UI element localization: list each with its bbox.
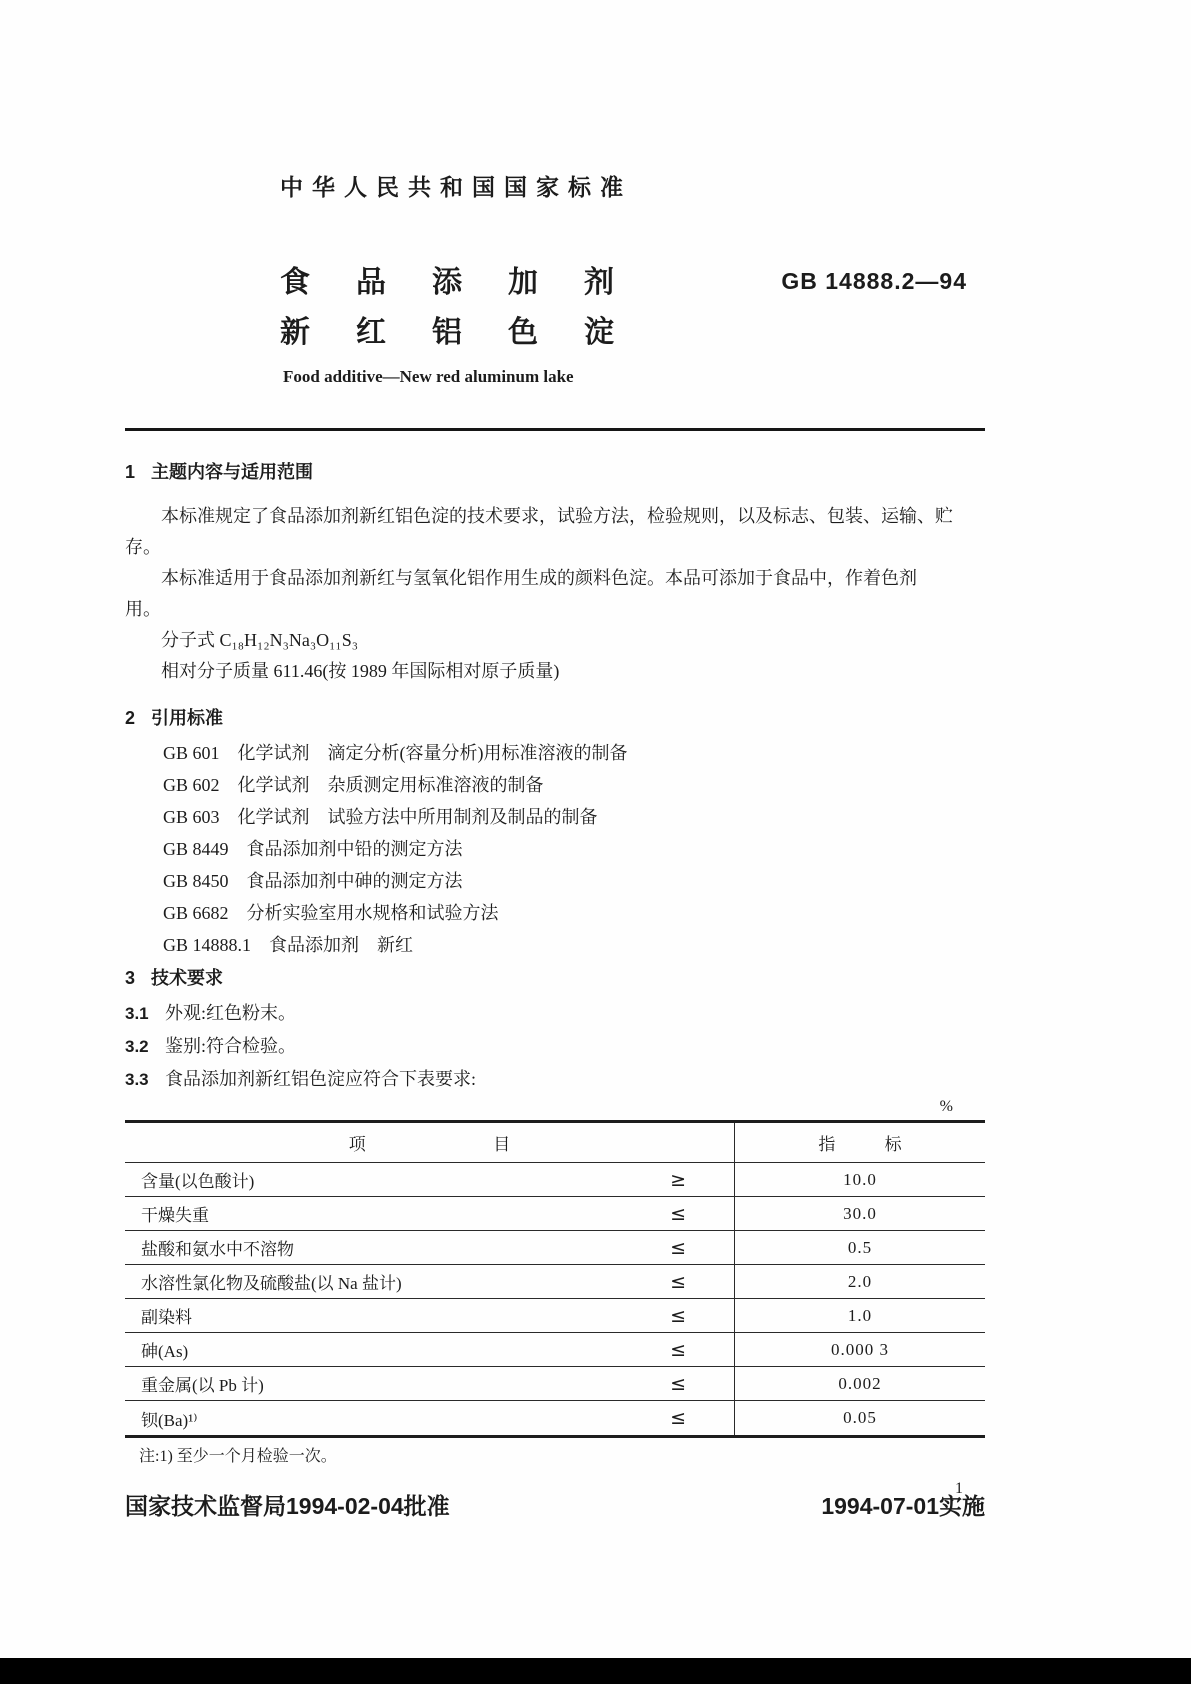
table-row: [125, 1163, 985, 1197]
comparison-symbol: ≤: [670, 1236, 686, 1259]
clause-3-3: [125, 1063, 985, 1096]
scan-edge-bar: [0, 1658, 1191, 1684]
header-divider-rule: [125, 428, 985, 431]
section-3-number: 3: [125, 968, 136, 988]
table-row: [125, 1401, 985, 1435]
clause-number: 3.2: [125, 1037, 149, 1056]
reference-item: GB 602 化学试剂 杂质测定用标准溶液的制备: [163, 775, 544, 795]
clause-number: 3.3: [125, 1070, 149, 1089]
table-footnote: 注:1) 至少一个月检验一次。: [139, 1448, 337, 1465]
row-item: 副染料: [141, 1308, 192, 1327]
row-value: 1.0: [847, 1305, 873, 1325]
molecular-formula: 分子式 C₁₈H₁₂N₃Na₃O₁₁S₃: [161, 630, 358, 650]
standard-authority-label: 中华人民共和国国家标准: [280, 174, 632, 200]
row-item: 重金属(以 Pb 计): [141, 1376, 264, 1395]
row-item: 盐酸和氨水中不溶物: [141, 1240, 294, 1259]
footer: [125, 1488, 985, 1521]
row-value: 0.05: [843, 1408, 877, 1427]
section-1-title: 主题内容与适用范围: [151, 462, 314, 482]
comparison-symbol: ≥: [670, 1168, 686, 1191]
clause-3-1: [125, 997, 985, 1030]
table-header-item: [125, 1123, 735, 1162]
molecular-weight: 相对分子质量 611.46(按 1989 年国际相对原子质量): [161, 661, 560, 681]
scope-paragraph-line3: 用。: [125, 599, 161, 619]
comparison-symbol: ≤: [670, 1202, 686, 1225]
document-titles: [280, 258, 660, 358]
reference-item: GB 603 化学试剂 试验方法中所用制剂及制品的制备: [163, 807, 598, 827]
section-1-heading: [125, 457, 985, 487]
scope-paragraph-line2: 本标准适用于食品添加剂新红与氢氧化铝作用生成的颜料色淀。本品可添加于食品中，作着色剂: [161, 568, 917, 588]
row-value: 0.5: [847, 1237, 873, 1257]
table-row: [125, 1231, 985, 1265]
implementation-date: 1994-07-01实施: [821, 1493, 985, 1519]
clause-text: 鉴别:符合检验。: [165, 1036, 297, 1056]
table-header-spec: [735, 1123, 985, 1162]
reference-item: GB 8450 食品添加剂中砷的测定方法: [163, 871, 463, 891]
scope-paragraph-line1: 本标准规定了食品添加剂新红铝色淀的技术要求，试验方法，检验规则，以及标志、包装、运输、贮存。: [125, 506, 953, 557]
section-1-number: 1: [125, 462, 136, 482]
table-row: [125, 1299, 985, 1333]
table-row: [125, 1367, 985, 1401]
comparison-symbol: ≤: [670, 1304, 686, 1327]
standard-number: GB 14888.2—94: [781, 268, 967, 294]
section-2-number: 2: [125, 708, 136, 728]
document-title-en: Food additive—New red aluminum lake: [283, 367, 574, 386]
clause-text: 食品添加剂新红铝色淀应符合下表要求:: [165, 1069, 476, 1089]
row-value: 2.0: [847, 1271, 873, 1291]
comparison-symbol: ≤: [670, 1372, 686, 1395]
table-unit-label: %: [939, 1098, 953, 1115]
reference-item: GB 601 化学试剂 滴定分析(容量分析)用标准溶液的制备: [163, 743, 628, 763]
row-item: 含量(以色酸计): [141, 1172, 255, 1191]
table-row: [125, 1265, 985, 1299]
row-item: 干燥失重: [141, 1206, 209, 1225]
row-item: 水溶性氯化物及硫酸盐(以 Na 盐计): [141, 1274, 402, 1293]
row-item: 钡(Ba)¹⁾: [141, 1410, 198, 1430]
comparison-symbol: ≤: [670, 1338, 686, 1361]
table-header-spec-label: 指标: [818, 1135, 951, 1154]
spec-table: [125, 1120, 985, 1438]
comparison-symbol: ≤: [670, 1407, 686, 1429]
reference-item: GB 6682 分析实验室用水规格和试验方法: [163, 903, 499, 923]
table-header-row: [125, 1123, 985, 1163]
clause-text: 外观:红色粉末。: [165, 1003, 297, 1023]
title-block: [125, 258, 985, 358]
section-2-title: 引用标准: [151, 708, 224, 728]
document-title-cn-line1: 食品添加剂: [280, 266, 660, 299]
row-item: 砷(As): [141, 1342, 189, 1361]
table-header-item-label: 项目: [348, 1135, 638, 1154]
document-title-cn-line2: 新红铝色淀: [280, 316, 660, 349]
section-2-heading: [125, 703, 985, 733]
section-3-title: 技术要求: [151, 968, 224, 988]
table-row: [125, 1197, 985, 1231]
reference-list: [125, 737, 985, 961]
reference-item: GB 14888.1 食品添加剂 新红: [163, 935, 414, 955]
clause-list: [125, 997, 985, 1096]
row-value: 10.0: [843, 1169, 877, 1189]
approval-statement: 国家技术监督局1994-02-04批准: [125, 1493, 450, 1519]
row-value: 30.0: [843, 1203, 877, 1223]
table-row: [125, 1333, 985, 1367]
reference-item: GB 8449 食品添加剂中铅的测定方法: [163, 839, 463, 859]
row-value: 0.002: [838, 1373, 882, 1393]
page-number: 1: [955, 1480, 963, 1497]
clause-number: 3.1: [125, 1004, 149, 1023]
page-content: [125, 0, 985, 1521]
row-value: 0.000 3: [831, 1339, 889, 1359]
comparison-symbol: ≤: [670, 1270, 686, 1293]
clause-3-2: [125, 1030, 985, 1063]
section-3-heading: [125, 963, 985, 993]
